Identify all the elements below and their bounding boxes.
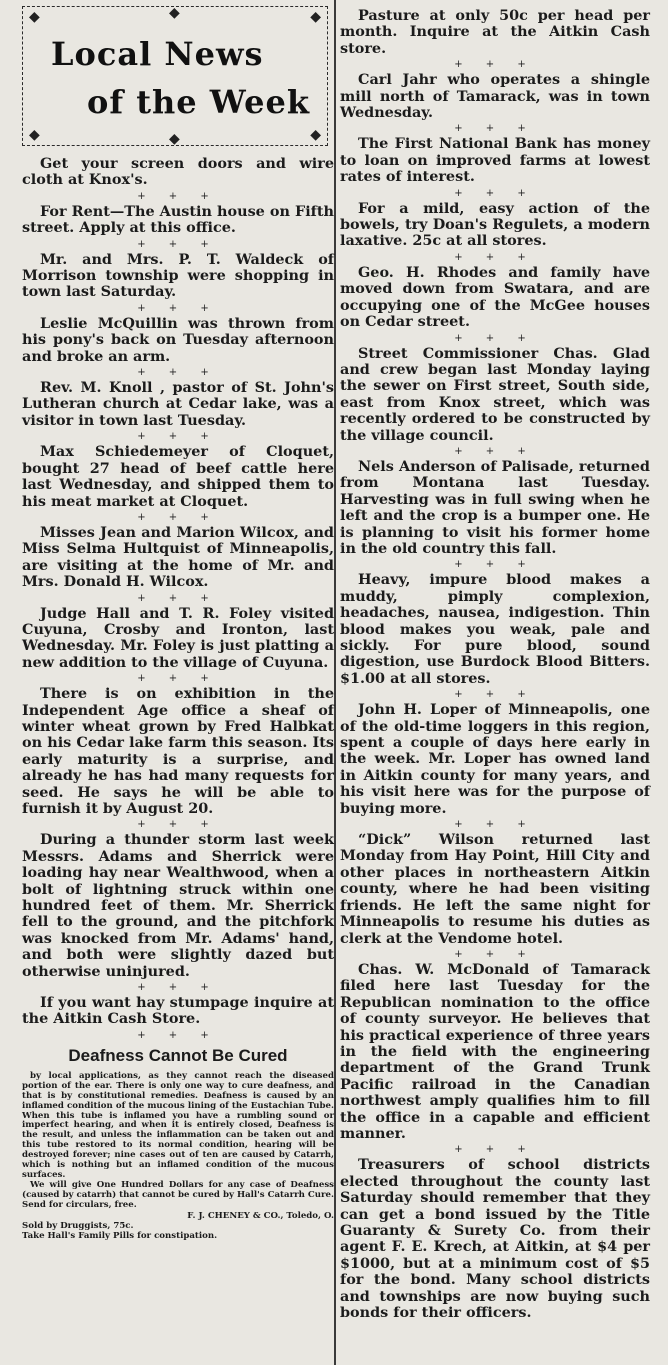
left-column bbox=[22, 0, 334, 1241]
separator: + + + bbox=[137, 982, 219, 994]
separator: + + + bbox=[454, 332, 536, 344]
separator: + + + bbox=[454, 689, 536, 701]
separator: + + + bbox=[454, 251, 536, 263]
separator: + + + bbox=[454, 1144, 536, 1156]
diamond-ornament-icon: ◆ bbox=[310, 9, 321, 25]
separator: + + + bbox=[137, 673, 219, 685]
news-item: Street Commissioner Chas. Glad and crew began last Monday laying the sewer on First street, South side, east from Knox street, which was recently ordered to be constructed by the village council. bbox=[340, 344, 650, 444]
news-item: For a mild, easy action of the bowels, try Doan's Regulets, a modern laxative. 25c at all stores. bbox=[340, 199, 650, 250]
news-item: John H. Loper of Minneapolis, one of the old-time loggers in this region, spent a couple of days here early in the week. Mr. Loper has owned land in Aitkin county for many years, and his visit here was for the purpose of buying more. bbox=[340, 701, 650, 817]
news-item: Rev. M. Knoll , pastor of St. John's Lutheran church at Cedar lake, was a visitor in town last Tuesday. bbox=[22, 379, 334, 429]
news-item: For Rent—The Austin house on Fifth street. Apply at this office. bbox=[22, 202, 334, 237]
diamond-ornament-icon: ◆ bbox=[169, 5, 180, 21]
separator: + + + bbox=[454, 123, 536, 135]
diamond-ornament-icon: ◆ bbox=[29, 9, 40, 25]
separator: + + + bbox=[137, 302, 219, 314]
separator: + + + bbox=[137, 190, 219, 202]
news-item: There is on exhibition in the Independent Age office a sheaf of winter wheat grown by Fred Halbkat on his Cedar lake farm this season. Its early maturity is a surprise, and already he has had many requests for seed. He says he will be able to furnish it by August 20. bbox=[22, 685, 334, 817]
separator: + + + bbox=[137, 367, 219, 379]
news-item: Geo. H. Rhodes and family have moved down from Swatara, and are occupying one of the McGee houses on Cedar street. bbox=[340, 263, 650, 331]
news-item: Judge Hall and T. R. Foley visited Cuyuna, Crosby and Ironton, last Wednesday. Mr. Foley is just platting a new addition to the village of Cuyuna. bbox=[22, 604, 334, 671]
diamond-ornament-icon: ◆ bbox=[169, 131, 180, 147]
news-item: Chas. W. McDonald of Tamarack filed here last Tuesday for the Republican nomination to the office of county surveyor. He believes that his practical experience of three years in the field with the engineering department of the Grand Trunk Pacific railroad in the Canadian northwest amply qualifies him to fill the office in a capable and efficient manner. bbox=[340, 960, 650, 1142]
news-item: “Dick” Wilson returned last Monday from Hay Point, Hill City and other places in northeastern Aitkin county, where he had been visiting friends. He left the same night for Minneapolis to resume his duties as clerk at the Vendome hotel. bbox=[340, 831, 650, 947]
column-rule bbox=[334, 0, 336, 1365]
separator: + + + bbox=[137, 431, 219, 443]
news-item: During a thunder storm last week Messrs. Adams and Sherrick were loading hay near Wealthwood, when a bolt of lightning struck within one hundred feet of them. Mr. Sherrick fell to the ground, and the pitchfork was knocked from Mr. Adams' hand, and both were slightly dazed but otherwise uninjured. bbox=[22, 831, 334, 980]
news-item: If you want hay stumpage inquire at the Aitkin Cash Store. bbox=[22, 994, 334, 1028]
ad-sold-line: Sold by Druggists, 75c. bbox=[22, 1220, 134, 1231]
ad-signature: F. J. CHENEY & CO., Toledo, O. bbox=[187, 1210, 334, 1221]
news-item: Pasture at only 50c per head per month. Inquire at the Aitkin Cash store. bbox=[340, 7, 650, 57]
separator: + + + bbox=[454, 445, 536, 457]
separator: + + + bbox=[454, 948, 536, 960]
separator: + + + bbox=[137, 511, 219, 523]
separator: + + + bbox=[137, 1029, 219, 1041]
separator: + + + bbox=[137, 592, 219, 604]
right-column bbox=[340, 0, 650, 1321]
separator: + + + bbox=[454, 59, 536, 71]
ad-title: Deafness Cannot Be Cured bbox=[68, 1045, 288, 1065]
masthead-title-line2: of the Week bbox=[87, 83, 311, 121]
ad-pills-line: Take Hall's Family Pills for constipation. bbox=[22, 1230, 218, 1241]
diamond-ornament-icon: ◆ bbox=[310, 127, 321, 143]
separator: + + + bbox=[454, 559, 536, 571]
separator: + + + bbox=[454, 187, 536, 199]
news-item: Max Schiedemeyer of Cloquet, bought 27 head of beef cattle here last Wednesday, and shipped them to his meat market at Cloquet. bbox=[22, 443, 334, 510]
separator: + + + bbox=[137, 819, 219, 831]
news-item: Get your screen doors and wire cloth at Knox's. bbox=[22, 155, 334, 189]
masthead-title-line1: Local News bbox=[51, 35, 264, 73]
separator: + + + bbox=[454, 819, 536, 831]
deafness-advertisement bbox=[22, 1046, 334, 1241]
news-item: Misses Jean and Marion Wilcox, and Miss Selma Hultquist of Minneapolis, are visiting at the home of Mr. and Mrs. Donald H. Wilcox. bbox=[22, 523, 334, 591]
diamond-ornament-icon: ◆ bbox=[29, 127, 40, 143]
masthead bbox=[22, 6, 328, 146]
news-item: Nels Anderson of Palisade, returned from Montana last Tuesday. Harvesting was in full swing when he left and the crop is a bumper one. He is planning to visit his former home in the old country this fall. bbox=[340, 457, 650, 557]
ad-body: by local applications, as they cannot reach the diseased portion of the ear. There is only one way to cure deafness, and that is by constitutional remedies. Deafness is caused by an inflamed condition of the mucous lining of the Eustachian Tube. When this tube is inflamed you have a rumbling sound or imperfect hearing, and when it is entirely closed, Deafness is the result, and unless the inflammation can be taken out and this tube restored to its normal condition, hearing will be destroyed forever; nine cases out of ten are caused by Catarrh, which is nothing but an inflamed condition of the mucous surfaces. bbox=[22, 1070, 334, 1180]
ad-offer: We will give One Hundred Dollars for any case of Deafness (caused by catarrh) that cannot be cured by Hall's Catarrh Cure. Send for circulars, free. bbox=[22, 1179, 334, 1210]
separator: + + + bbox=[137, 238, 219, 250]
news-item: Heavy, impure blood makes a muddy, pimply complexion, headaches, nausea, indigestion. Thin blood makes you weak, pale and sickly. For pure blood, sound digestion, use Burdock Blood Bitters. $1.00 at all stores. bbox=[340, 571, 650, 687]
news-item: Leslie McQuillin was thrown from his pony's back on Tuesday afternoon and broke an arm. bbox=[22, 314, 334, 365]
news-item: Carl Jahr who operates a shingle mill north of Tamarack, was in town Wednesday. bbox=[340, 71, 650, 122]
news-item: The First National Bank has money to loan on improved farms at lowest rates of interest. bbox=[340, 135, 650, 186]
news-item: Treasurers of school districts elected throughout the county last Saturday should remember that they can get a bond issued by the Title Guaranty & Surety Co. from their agent F. E. Krech, at Aitkin, at $4 per $1000, but at a minimum cost of $5 for the bond. Many school districts and townships are now buying such bonds for their officers. bbox=[340, 1156, 650, 1322]
news-item: Mr. and Mrs. P. T. Waldeck of Morrison township were shopping in town last Saturday. bbox=[22, 250, 334, 301]
